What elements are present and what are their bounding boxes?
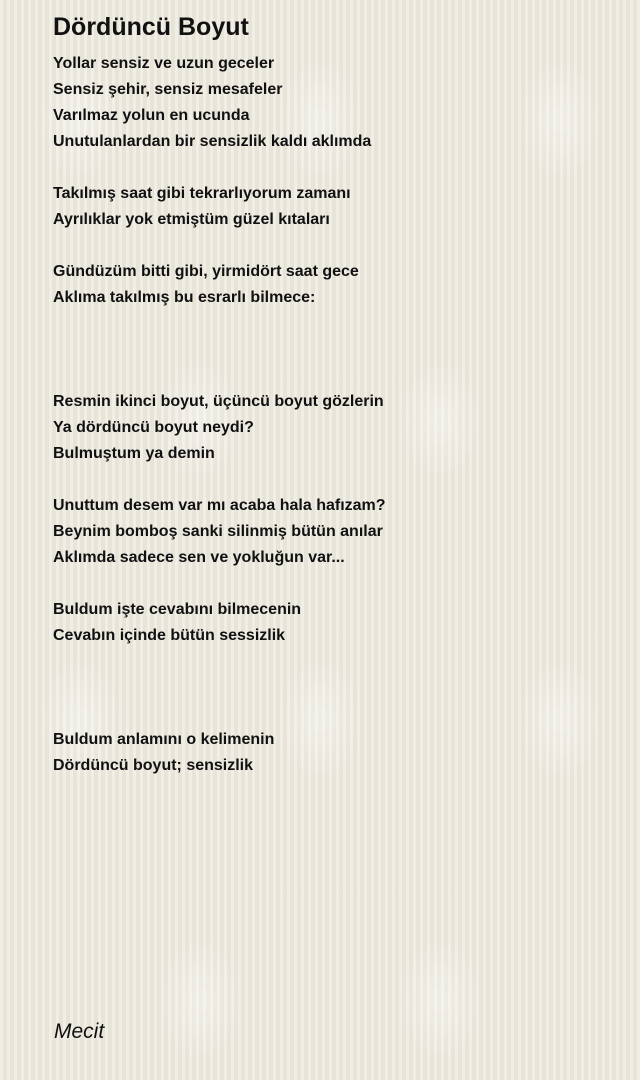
stanza-3 <box>53 259 613 311</box>
poem-line: Buldum anlamını o kelimenin <box>53 731 275 748</box>
poem-line: Resmin ikinci boyut, üçüncü boyut gözlerin <box>53 393 384 410</box>
poem-line: Ya dördüncü boyut neydi? <box>53 419 254 436</box>
stanza-6 <box>53 597 613 649</box>
poem-line: Aklımda sadece sen ve yokluğun var... <box>53 549 345 566</box>
poem-line: Sensiz şehir, sensiz mesafeler <box>53 81 283 98</box>
poem-title: Dördüncü Boyut <box>53 13 249 41</box>
poem-line: Ayrılıklar yok etmiştüm güzel kıtaları <box>53 211 330 228</box>
poem-line: Beynim bomboş sanki silinmiş bütün anılar <box>53 523 383 540</box>
poem-body <box>53 51 613 805</box>
poem-author: Mecit <box>54 1020 105 1043</box>
poem-line: Bulmuştum ya demin <box>53 445 215 462</box>
poem-line: Yollar sensiz ve uzun geceler <box>53 55 275 72</box>
poem-line: Unutulanlardan bir sensizlik kaldı aklımda <box>53 133 372 150</box>
stanza-1 <box>53 51 613 155</box>
stanza-2 <box>53 181 613 233</box>
poem-line: Gündüzüm bitti gibi, yirmidört saat gece <box>53 263 359 280</box>
poem-line: Buldum işte cevabını bilmecenin <box>53 601 302 618</box>
stanza-5 <box>53 493 613 571</box>
poem-line: Dördüncü boyut; sensizlik <box>53 757 254 774</box>
poem-line: Takılmış saat gibi tekrarlıyorum zamanı <box>53 185 351 202</box>
poem-line: Varılmaz yolun en ucunda <box>53 107 250 124</box>
poem-line: Aklıma takılmış bu esrarlı bilmece: <box>53 289 316 306</box>
stanza-4 <box>53 389 613 467</box>
stanza-7 <box>53 727 613 779</box>
poem-line: Unuttum desem var mı acaba hala hafızam? <box>53 497 386 514</box>
poem-line: Cevabın içinde bütün sessizlik <box>53 627 286 644</box>
